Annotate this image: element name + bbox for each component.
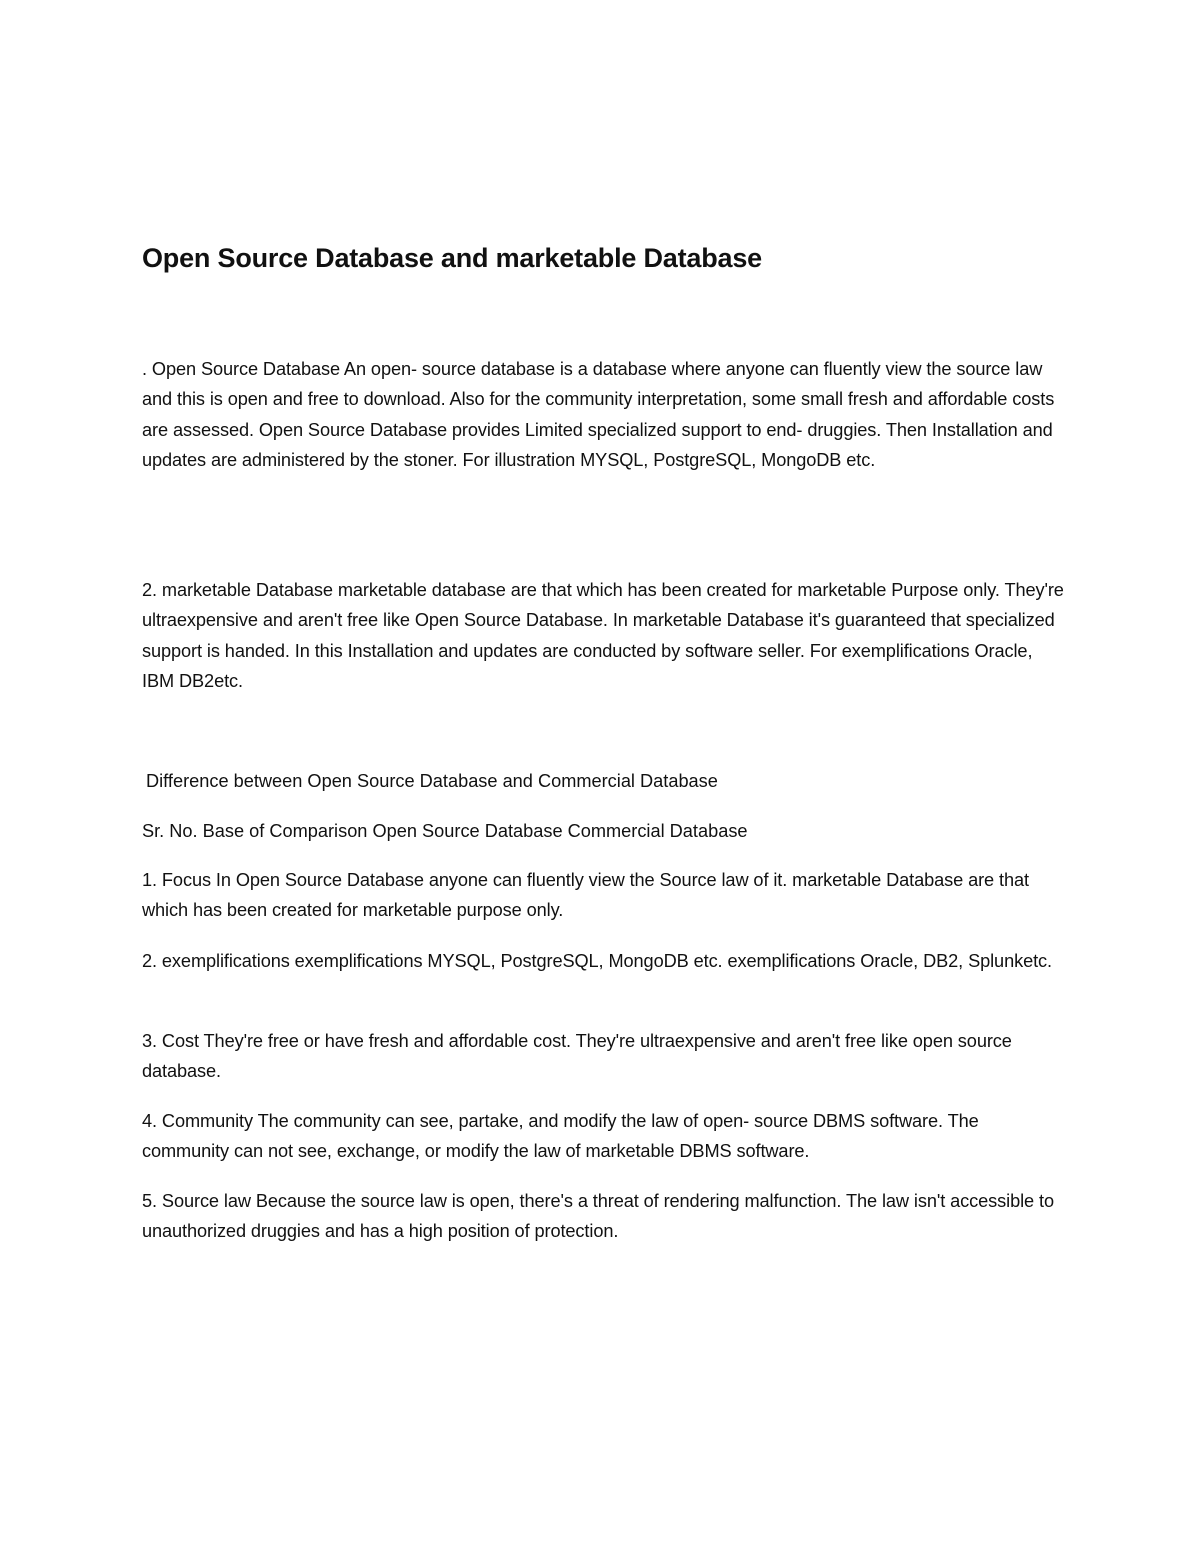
comparison-row-source-law: 5. Source law Because the source law is open, there's a threat of rendering malfunction. The law isn't accessible to unauthorized druggies and has a high position of protection. <box>142 1191 1054 1242</box>
marketable-paragraph: 2. marketable Database marketable database are that which has been created for marketable Purpose only. They're ultraexpensive and aren't free like Open Source Database. In marketable Database it's guaranteed that specialized support is handed. In this Installation and updates are conducted by software seller. For exemplifications Oracle, IBM DB2etc. <box>142 580 1064 691</box>
comparison-row-community: 4. Community The community can see, partake, and modify the law of open- source DBMS software. The community can not see, exchange, or modify the law of marketable DBMS software. <box>142 1111 979 1162</box>
comparison-table-header: Sr. No. Base of Comparison Open Source Database Commercial Database <box>142 821 748 841</box>
comparison-row-focus: 1. Focus In Open Source Database anyone can fluently view the Source law of it. marketable Database are that which has been created for marketable purpose only. <box>142 870 1029 921</box>
open-source-paragraph: . Open Source Database An open- source database is a database where anyone can fluently view the source law and this is open and free to download. Also for the community interpretation, some small fresh and affordable costs are assessed. Open Source Database provides Limited specialized support to end- druggies. Then Installation and updates are administered by the stoner. For illustration MYSQL, PostgreSQL, MongoDB etc. <box>142 359 1055 470</box>
difference-heading: Difference between Open Source Database and Commercial Database <box>146 771 718 791</box>
comparison-row-examples: 2. exemplifications exemplifications MYSQL, PostgreSQL, MongoDB etc. exemplifications Oracle, DB2, Splunketc. <box>142 951 1052 971</box>
document-title: Open Source Database and marketable Database <box>142 243 762 273</box>
comparison-row-cost: 3. Cost They're free or have fresh and affordable cost. They're ultraexpensive and aren't free like open source database. <box>142 1031 1012 1082</box>
